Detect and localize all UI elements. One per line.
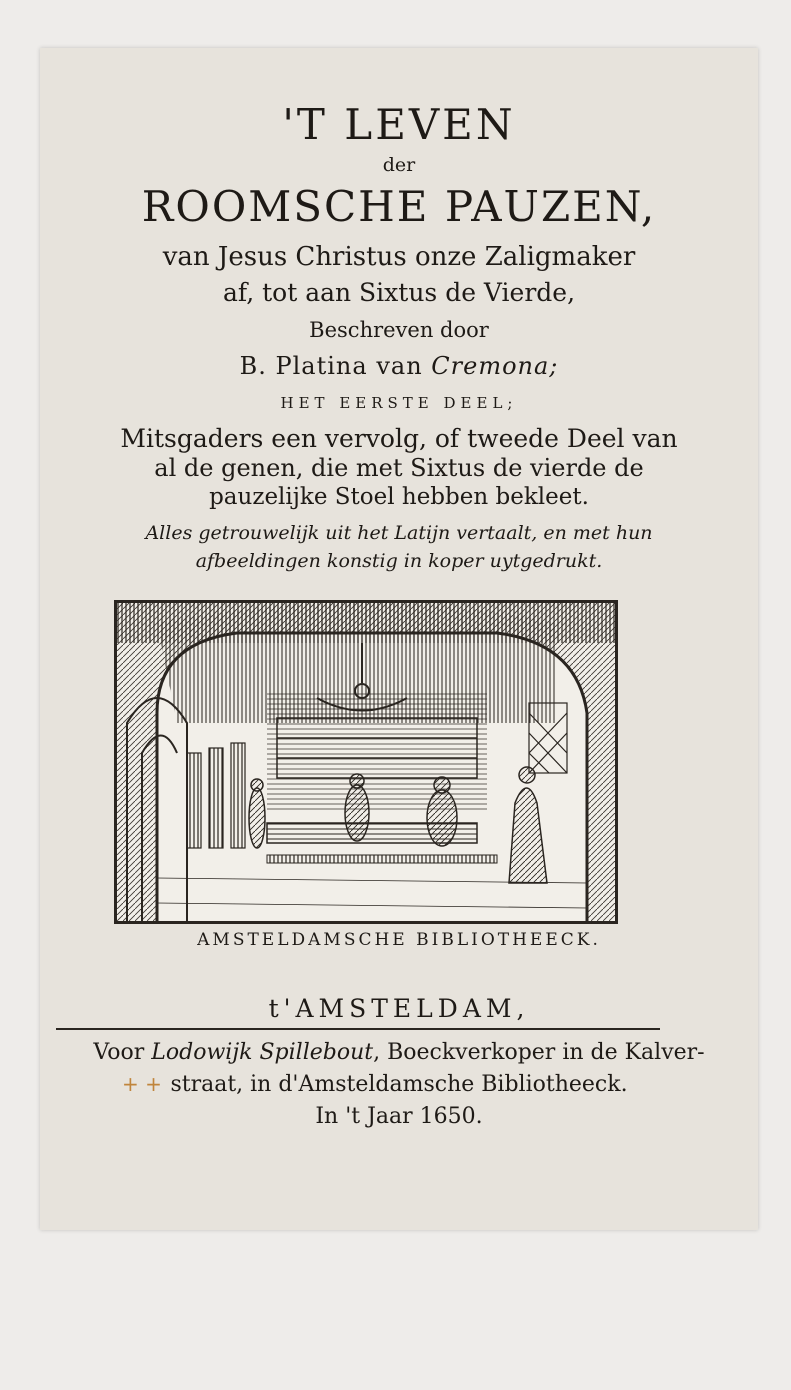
subtitle-line-1: van Jesus Christus onze Zaligmaker (162, 242, 636, 272)
title-line-3: ROOMSCHE PAUZEN, (141, 182, 657, 231)
description-line-3: pauzelijke Stoel hebben bekleet. (209, 484, 589, 510)
publisher-suffix: , Boeckverkoper in de Kalver- (373, 1040, 705, 1065)
library-interior-illustration (117, 603, 615, 921)
library-engraving (114, 600, 618, 924)
handwritten-mark: + + (122, 1072, 162, 1096)
translation-note-line-2: afbeeldingen konstig in koper uytgedrukt. (195, 550, 603, 572)
author-place: Cremona; (431, 352, 559, 380)
imprint-line-1 (40, 1040, 758, 1065)
imprint-city: t'AMSTELDAM, (268, 994, 530, 1023)
subtitle-line-3: Beschreven door (309, 318, 489, 342)
title-page (40, 48, 758, 1230)
publisher-name: Lodowijk Spillebout (151, 1040, 374, 1065)
subtitle-line-2: af, tot aan Sixtus de Vierde, (222, 278, 576, 307)
author-line (40, 352, 758, 380)
author-name: B. Platina van (239, 352, 423, 380)
title-line-2: der (382, 154, 416, 176)
imprint-rule (56, 1028, 660, 1030)
translation-note-line-1: Alles getrouwelijk uit het Latijn vertaalt, en met hun (145, 522, 653, 544)
illustration-caption: AMSTELDAMSCHE BIBLIOTHEECK. (197, 930, 601, 950)
imprint-line-3: In 't Jaar 1650. (315, 1104, 483, 1129)
description-line-1: Mitsgaders een vervolg, of tweede Deel van (120, 424, 678, 453)
part-label: HET EERSTE DEEL; (280, 394, 518, 412)
description-line-2: al de genen, die met Sixtus de vierde de (154, 454, 644, 482)
publisher-prefix: Voor (93, 1040, 145, 1065)
imprint-line-2: straat, in d'Amsteldamsche Bibliotheeck. (170, 1072, 628, 1097)
title-line-1: 'T LEVEN (282, 100, 516, 149)
